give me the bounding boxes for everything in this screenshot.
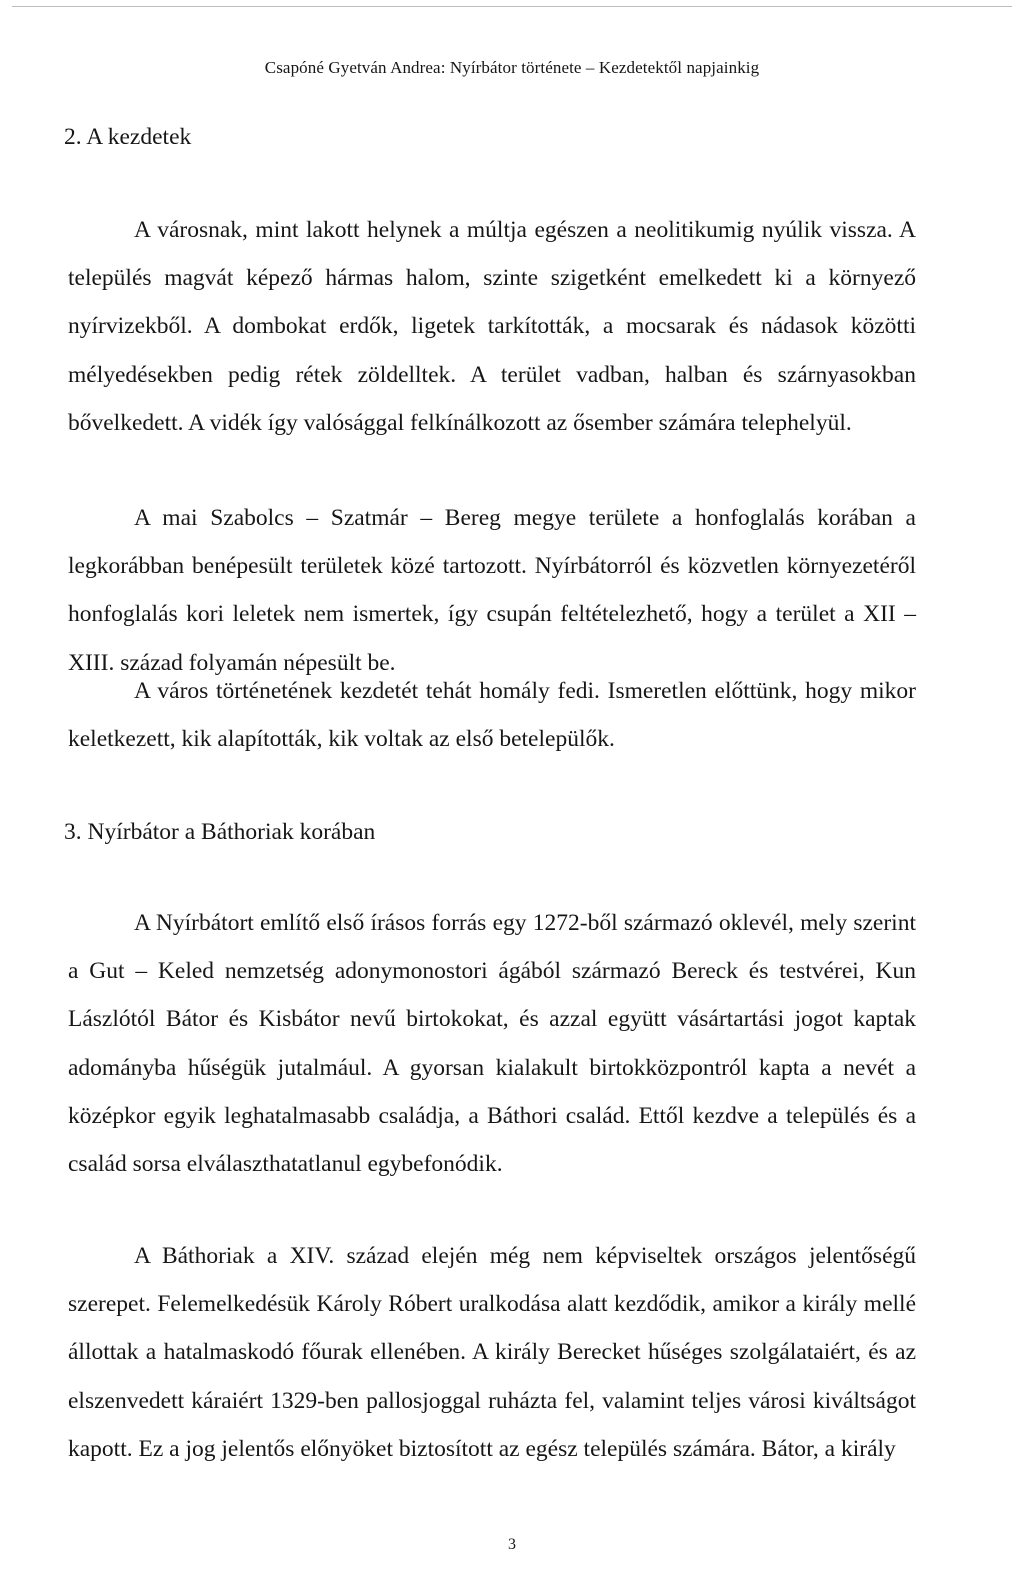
paragraph: A város történetének kezdetét tehát homály fedi. Ismeretlen előttünk, hogy mikor keletkezett, kik alapították, kik voltak az első betelepülők. (68, 678, 916, 753)
paragraph: A Nyírbátort említő első írásos forrás egy 1272-ből származó oklevél, mely szerint a Gut – Keled nemzetség adonymonostori ágából származó Bereck és testvérei, Kun Lászlótól Bátor és Kisbátor nevű birtokokat, és azzal együtt vásártartási jogot kaptak adományba hűségük jutalmául. A gyorsan kialakult birtokközpontról kapta a nevét a középkor egyik leghatalmasabb családja, a Báthori család. Ettől kezdve a település és a család sorsa elválaszthatatlanul egybefonódik. (68, 910, 916, 1178)
page-number: 3 (508, 1536, 516, 1553)
section-heading-kezdetek: 2. A kezdetek (64, 124, 192, 150)
top-rule (12, 6, 1012, 7)
running-header: Csapóné Gyetván Andrea: Nyírbátor története – Kezdetektől napjainkig (264, 58, 760, 77)
paragraph: A városnak, mint lakott helynek a múltja egészen a neolitikumig nyúlik vissza. A település magvát képező hármas halom, szinte szigetként emelkedett ki a környező nyírvizekből. A dombokat erdők, ligetek tarkították, a mocsarak és nádasok közötti mélyedésekben pedig rétek zöldelltek. A terület vadban, halban és szárnyasokban bővelkedett. A vidék így valósággal felkínálkozott az ősember számára telephelyül. (68, 217, 916, 436)
section-heading-bathoriak: 3. Nyírbátor a Báthoriak korában (64, 819, 376, 845)
paragraph: A mai Szabolcs – Szatmár – Bereg megye területe a honfoglalás korában a legkorábban benépesült területek közé tartozott. Nyírbátorról és közvetlen környezetéről honfoglalás kori leletek nem ismertek, így csupán feltételezhető, hogy a terület a XII – XIII. század folyamán népesült be. (68, 505, 916, 676)
paragraph: A Báthoriak a XIV. század elején még nem képviseltek országos jelentőségű szerepet. Felemelkedésük Károly Róbert uralkodása alatt kezdődik, amikor a király mellé állottak a hatalmaskodó főurak ellenében. A király Berecket hűséges szolgálataiért, és az elszenvedett káraiért 1329-ben pallosjoggal ruházta fel, valamint teljes városi kiváltságot kapott. Ez a jog jelentős előnyöket biztosított az egész település számára. Bátor, a király (68, 1243, 916, 1462)
